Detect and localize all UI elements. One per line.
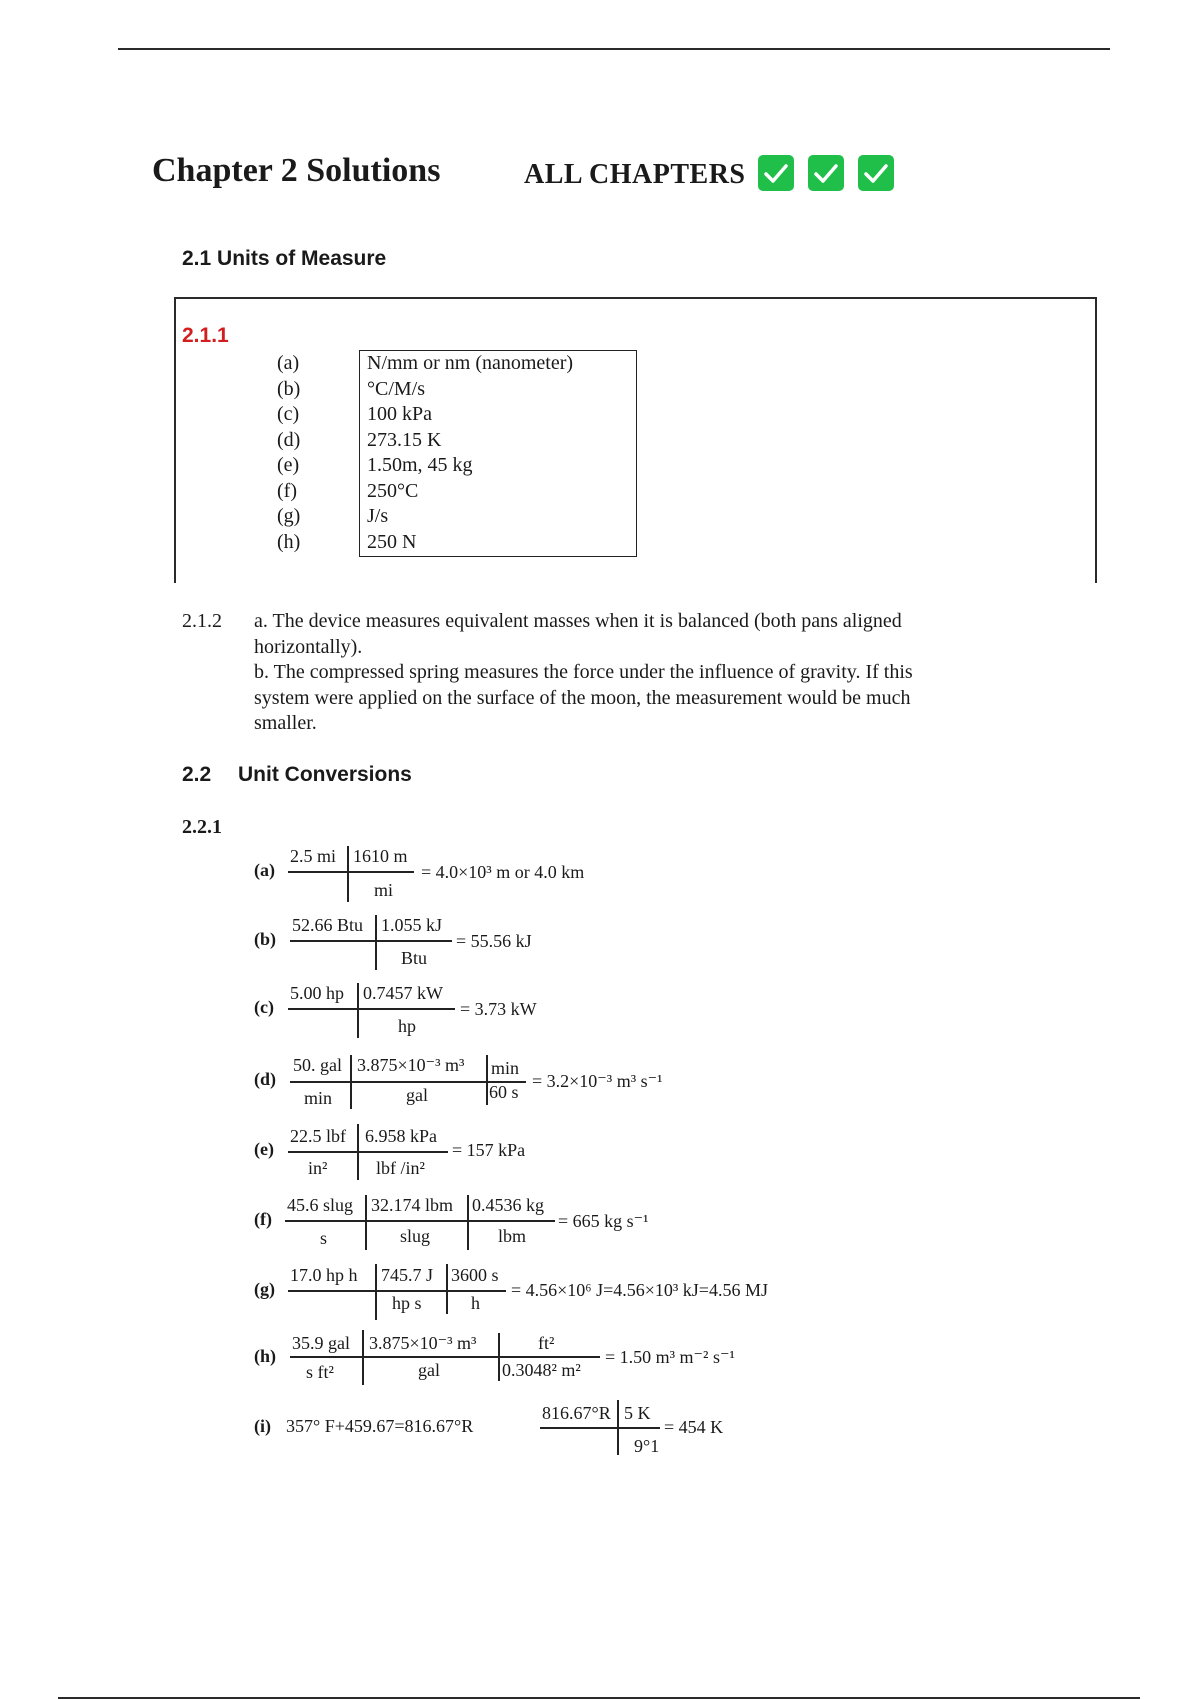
- page-title: Chapter 2 Solutions: [152, 152, 441, 189]
- section-heading-2-1: 2.1 Units of Measure: [182, 247, 387, 270]
- fraction-divider: [365, 1195, 367, 1250]
- eq-e-den2: lbf /in²: [376, 1158, 425, 1178]
- eq-h-den1: s ft²: [306, 1362, 334, 1382]
- eq-d-den3: 60 s: [489, 1082, 519, 1102]
- fraction-divider: [486, 1055, 488, 1105]
- item-answer: N/mm or nm (nanometer): [367, 352, 574, 374]
- item-answer: 273.15 K: [367, 428, 442, 451]
- top-rule: [118, 48, 1110, 50]
- section-number-2-2: 2.2: [182, 763, 212, 786]
- eq-d-result: = 3.2×10⁻³ m³ s⁻¹: [532, 1071, 663, 1091]
- eq-c-result: = 3.73 kW: [460, 999, 537, 1019]
- eq-f-num2: 32.174 lbm: [371, 1195, 454, 1215]
- eq-a-result: = 4.0×10³ m or 4.0 km: [421, 862, 585, 882]
- item-label: (d): [277, 428, 301, 451]
- eq-b-den2: Btu: [401, 948, 428, 968]
- eq-a-num1: 2.5 mi: [290, 846, 337, 866]
- item-answer: 250°C: [367, 479, 419, 502]
- item-answer: 250 N: [367, 530, 417, 553]
- item-label: (h): [277, 530, 301, 553]
- frame-left: [174, 297, 176, 583]
- fraction-divider: [350, 1055, 352, 1109]
- item-label: (c): [277, 403, 300, 425]
- eq-h-num1: 35.9 gal: [292, 1333, 350, 1353]
- eq-h-num3: ft²: [538, 1333, 555, 1353]
- eq-f-den3: lbm: [498, 1226, 527, 1246]
- eq-label: (g): [254, 1279, 275, 1299]
- eq-c-num2: 0.7457 kW: [363, 983, 443, 1003]
- fraction-divider: [617, 1400, 619, 1455]
- eq-g-num1: 17.0 hp h: [290, 1265, 358, 1285]
- eq-label: (i): [254, 1416, 271, 1436]
- fraction-divider: [375, 1264, 377, 1320]
- eq-g-den2: hp s: [392, 1293, 422, 1313]
- eq-a-num2: 1610 m: [353, 846, 408, 866]
- item-label: (g): [277, 505, 301, 527]
- eq-h-den2: gal: [418, 1360, 440, 1380]
- check-icon: [858, 155, 894, 191]
- fraction-divider: [446, 1264, 448, 1314]
- item-answer: 1.50m, 45 kg: [367, 454, 473, 476]
- item-answer: 100 kPa: [367, 403, 432, 425]
- fraction-divider: [375, 915, 377, 970]
- text-line: b. The compressed spring measures the force under the influence of gravity. If this: [254, 661, 913, 683]
- check-icon: [808, 155, 844, 191]
- item-label: (a): [277, 352, 300, 374]
- eq-g-den3: h: [471, 1293, 480, 1313]
- eq-f-den1: s: [320, 1228, 328, 1248]
- bottom-rule: [58, 1697, 1140, 1699]
- fraction-divider: [362, 1330, 364, 1385]
- eq-i-num2: 5 K: [624, 1403, 651, 1423]
- eq-label: (b): [254, 929, 276, 949]
- eq-i-den2: 9°1: [634, 1436, 660, 1456]
- fraction-divider: [467, 1195, 469, 1250]
- eq-g-num2: 745.7 J: [381, 1265, 434, 1285]
- eq-label: (f): [254, 1209, 272, 1229]
- eq-label: (e): [254, 1139, 274, 1159]
- text-line: system were applied on the surface of the moon, the measurement would be much: [254, 686, 911, 709]
- eq-g-num3: 3600 s: [451, 1265, 499, 1285]
- eq-f-num1: 45.6 slug: [287, 1195, 354, 1215]
- eq-i-text: 357° F+459.67=816.67°R: [286, 1416, 474, 1436]
- eq-f-result: = 665 kg s⁻¹: [558, 1211, 649, 1231]
- eq-d-num3: min: [491, 1058, 520, 1078]
- item-label: (e): [277, 454, 300, 476]
- text-line: a. The device measures equivalent masses when it is balanced (both pans aligned: [254, 610, 902, 632]
- eq-a-den2: mi: [374, 880, 394, 900]
- problem-number-2-1-2: 2.1.2: [182, 610, 222, 632]
- item-label: (b): [277, 377, 301, 400]
- eq-i-num1: 816.67°R: [542, 1403, 611, 1423]
- fraction-bar: [288, 1290, 506, 1292]
- fraction-bar: [288, 1008, 455, 1010]
- eq-label: (h): [254, 1346, 276, 1366]
- eq-h-den3: 0.3048² m²: [502, 1360, 581, 1380]
- text-line: smaller.: [254, 712, 317, 734]
- item-answer: °C/M/s: [367, 377, 426, 400]
- text-line: horizontally).: [254, 635, 363, 658]
- item-answer: J/s: [367, 505, 389, 527]
- eq-h-result: = 1.50 m³ m⁻² s⁻¹: [605, 1347, 735, 1367]
- eq-b-num2: 1.055 kJ: [381, 915, 443, 935]
- frame-top: [174, 297, 1096, 299]
- eq-e-den1: in²: [308, 1158, 328, 1178]
- eq-f-num3: 0.4536 kg: [472, 1195, 544, 1215]
- eq-label: (c): [254, 997, 274, 1017]
- eq-e-num1: 22.5 lbf: [290, 1126, 346, 1146]
- check-icon: [758, 155, 794, 191]
- item-label: (f): [277, 479, 297, 502]
- section-heading-2-2: Unit Conversions: [238, 763, 412, 786]
- eq-b-num1: 52.66 Btu: [292, 915, 364, 935]
- fraction-divider: [498, 1333, 500, 1381]
- eq-h-num2: 3.875×10⁻³ m³: [369, 1333, 477, 1353]
- fraction-bar: [288, 871, 414, 873]
- fraction-divider: [357, 1124, 359, 1180]
- eq-e-result: = 157 kPa: [452, 1140, 526, 1160]
- fraction-bar: [290, 1356, 600, 1358]
- eq-c-den2: hp: [398, 1016, 416, 1036]
- eq-d-num2: 3.875×10⁻³ m³: [357, 1055, 465, 1075]
- eq-label: (a): [254, 860, 275, 880]
- eq-i-result: = 454 K: [664, 1417, 724, 1437]
- frame-right: [1095, 297, 1097, 583]
- eq-e-num2: 6.958 kPa: [365, 1126, 437, 1146]
- eq-d-num1: 50. gal: [293, 1055, 342, 1075]
- fraction-bar: [288, 1151, 448, 1153]
- fraction-bar: [540, 1427, 660, 1429]
- fraction-divider: [357, 983, 359, 1038]
- eq-d-den1: min: [304, 1088, 333, 1108]
- fraction-bar: [290, 1081, 526, 1083]
- fraction-divider: [347, 846, 349, 902]
- all-chapters-link[interactable]: ALL CHAPTERS: [524, 159, 746, 190]
- eq-f-den2: slug: [400, 1226, 431, 1246]
- eq-d-den2: gal: [406, 1085, 428, 1105]
- eq-label: (d): [254, 1069, 276, 1089]
- eq-c-num1: 5.00 hp: [290, 983, 344, 1003]
- problem-number-2-2-1: 2.2.1: [182, 816, 222, 838]
- eq-b-result: = 55.56 kJ: [456, 931, 532, 951]
- fraction-bar: [285, 1220, 555, 1222]
- eq-g-result: = 4.56×10⁶ J=4.56×10³ kJ=4.56 MJ: [511, 1280, 768, 1300]
- problem-2-1-2-text: [254, 609, 1014, 737]
- fraction-bar: [290, 940, 452, 942]
- problem-number-2-1-1: 2.1.1: [182, 324, 229, 347]
